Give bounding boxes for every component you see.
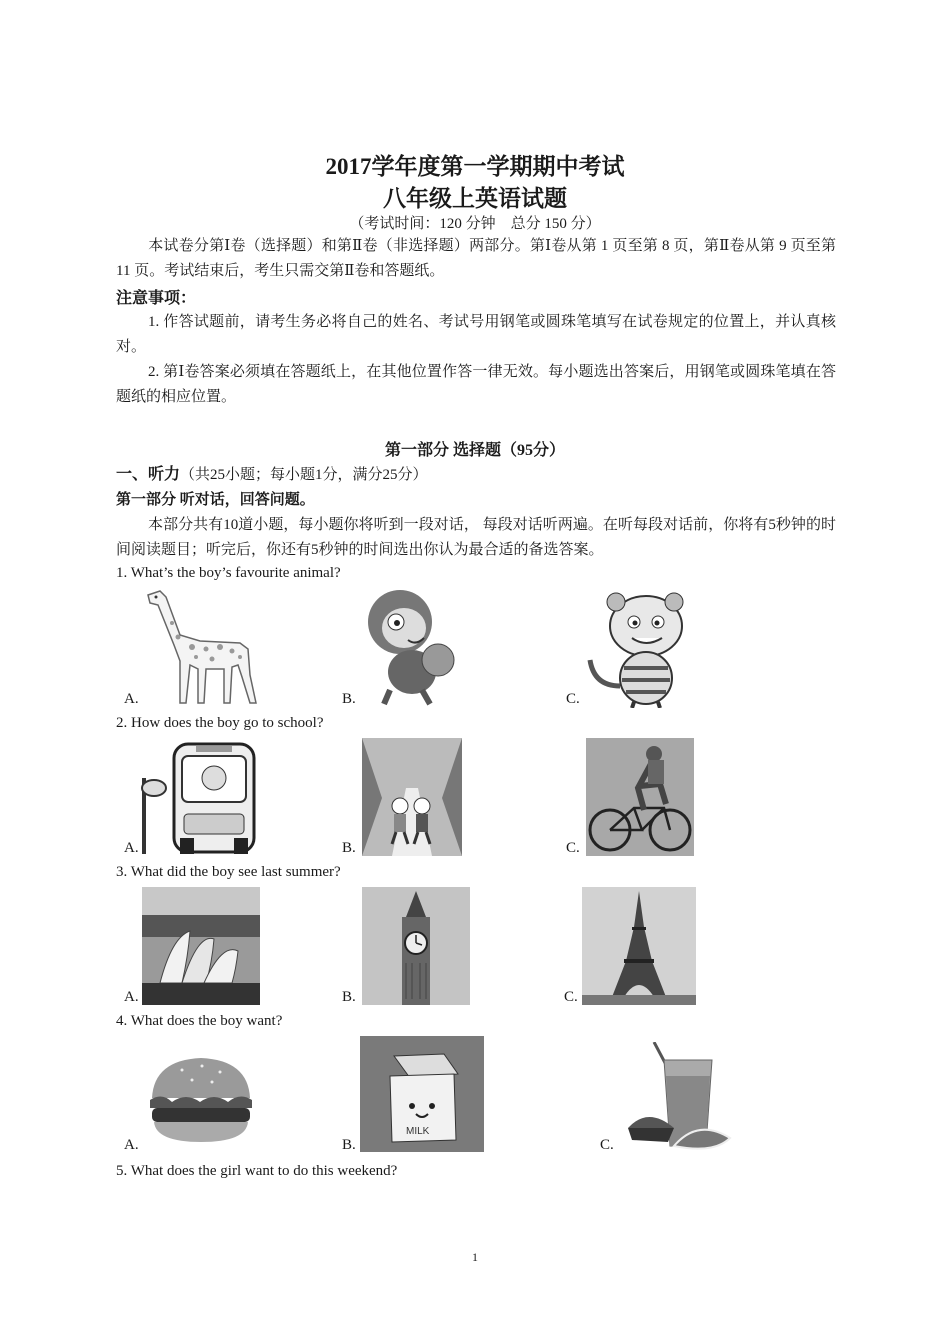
opera-house-icon [142, 887, 260, 1005]
intro-paragraph [116, 234, 836, 284]
eiffel-tower-icon [582, 887, 696, 1005]
q3-option-b[interactable]: B. [342, 989, 356, 1005]
listening-info: （共25小题；每小题1分，满分25分） [180, 467, 428, 483]
monkey-icon [360, 586, 464, 706]
milk-carton-icon [360, 1036, 484, 1152]
tiger-icon [584, 590, 696, 708]
bus-icon [140, 738, 258, 856]
q2-option-b[interactable]: B. [342, 840, 356, 856]
milk-label: MILK [406, 1126, 430, 1137]
q3-option-c[interactable]: C. [564, 989, 578, 1005]
walking-children-icon [362, 738, 462, 856]
intro-text: 本试卷分第Ⅰ卷（选择题）和第Ⅱ卷（非选择题）两部分。第Ⅰ卷从第 1 页至第 8 页，第Ⅱ卷从第 9 页至第 11 页。考试结束后，考生只需交第Ⅱ卷和答题纸。 [116, 238, 836, 279]
notes-item-1-text: 1. 作答试题前，请考生务必将自己的姓名、考试号用钢笔或圆珠笔填写在试卷规定的位置上，并认真核对。 [116, 314, 836, 355]
q4-option-a[interactable]: A. [124, 1137, 139, 1153]
exam-subtitle: 八年级上英语试题 [383, 186, 567, 211]
question-1: 1. What’s the boy’s favourite animal? [116, 565, 341, 581]
q4-option-c[interactable]: C. [600, 1137, 614, 1153]
q2-option-a[interactable]: A. [124, 840, 139, 856]
notes-heading: 注意事项： [116, 290, 197, 307]
listening-label: 一、听力 [116, 466, 181, 483]
q1-option-b[interactable]: B. [342, 691, 356, 707]
listening-line [116, 462, 836, 488]
hamburger-icon [142, 1048, 260, 1152]
question-5: 5. What does the girl want to do this weekend? [116, 1163, 398, 1179]
q2-option-c[interactable]: C. [566, 840, 580, 856]
question-4: 4. What does the boy want? [116, 1013, 283, 1029]
cyclist-icon [586, 738, 694, 856]
big-ben-icon [362, 887, 470, 1005]
q1-option-a[interactable]: A. [124, 691, 139, 707]
section1-intro-text: 本部分共有10道小题，每小题你将听到一段对话， 每段对话听两遍。在听每段对话前，你将有5秒钟的时间阅读题目；听完后，你还有5秒钟的时间选出你认为最合适的备选答案。 [116, 517, 836, 558]
section1-heading: 第一部分 听对话，回答问题。 [116, 492, 315, 508]
part1-heading: 第一部分 选择题（95分） [384, 442, 565, 459]
q1-option-c[interactable]: C. [566, 691, 580, 707]
question-3: 3. What did the boy see last summer? [116, 864, 341, 880]
exam-title: 2017学年度第一学期期中考试 [325, 154, 625, 179]
q3-option-a[interactable]: A. [124, 989, 139, 1005]
section1-intro [116, 513, 836, 563]
notes-item-1 [116, 310, 836, 360]
notes-item-2-text: 2. 第Ⅰ卷答案必须填在答题纸上，在其他位置作答一律无效。每小题选出答案后，用钢笔或圆珠笔填在答题纸的相应位置。 [116, 364, 836, 405]
page-number: 1 [472, 1250, 478, 1264]
notes-item-2 [116, 360, 836, 410]
q4-option-b[interactable]: B. [342, 1137, 356, 1153]
juice-icon [618, 1042, 738, 1154]
exam-info: （考试时间：120 分钟 总分 150 分） [349, 216, 601, 232]
question-2: 2. How does the boy go to school? [116, 715, 324, 731]
giraffe-icon [140, 585, 260, 707]
